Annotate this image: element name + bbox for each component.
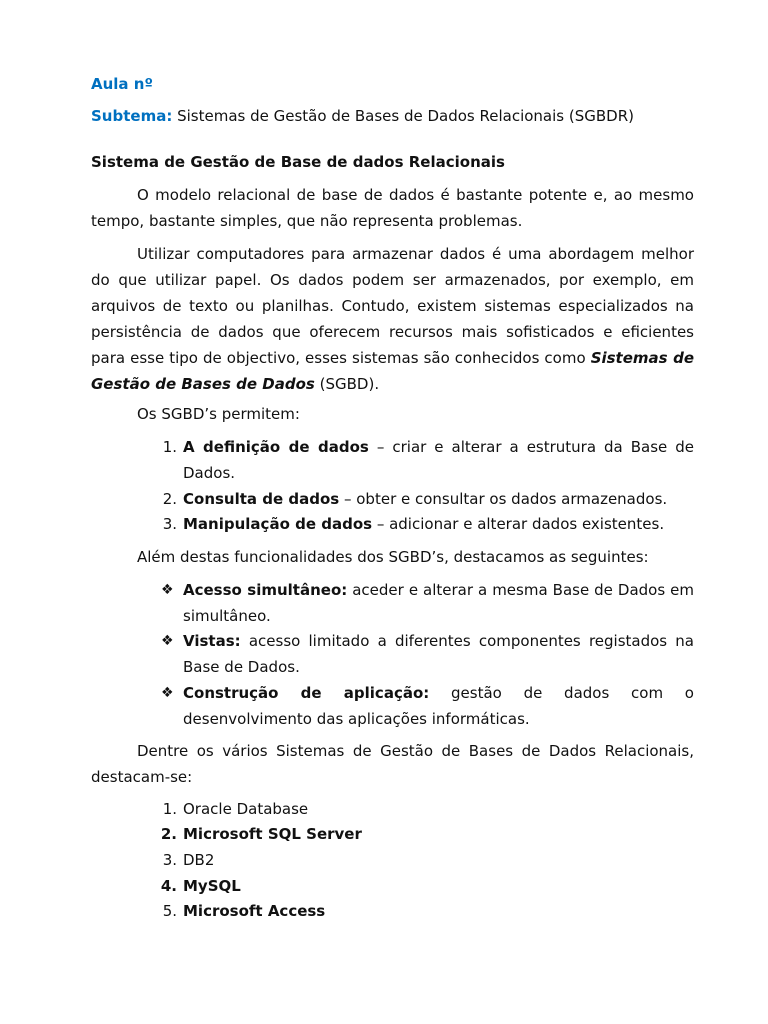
paragraph-2-prefix: conhecidos como <box>454 349 591 367</box>
bullet-item-term: Vistas: <box>183 632 241 650</box>
bullet-item <box>91 628 694 680</box>
lesson-number-label: Aula nº <box>91 75 153 93</box>
bullet-item-text: acesso limitado a diferentes componentes registados na Base de Dados. <box>183 632 694 676</box>
list-item-term: Manipulação de dados <box>183 515 373 533</box>
list-item <box>91 434 694 486</box>
paragraph-1-line-2: tempo, bastante simples, que não representa problemas. <box>91 212 523 230</box>
list-number: 2. <box>162 490 177 508</box>
bullet-item <box>91 577 694 629</box>
subtopic-line <box>91 103 694 129</box>
bullet-item-term: Construção de aplicação: <box>183 684 430 702</box>
paragraph-5: Dentre os vários Sistemas de Gestão de Bases de Dados Relacionais, destacam-se: <box>91 742 694 786</box>
list-item-text: Microsoft Access <box>183 902 326 920</box>
paragraph-4: Além destas funcionalidades dos SGBD’s, destacamos as seguintes: <box>137 548 649 566</box>
list-item <box>91 873 694 899</box>
subtopic-label: Subtema: <box>91 107 173 125</box>
bullet-item <box>91 680 694 732</box>
diamond-bullet-icon: ❖ <box>161 685 174 701</box>
list-number: 2. <box>160 825 177 843</box>
list-number: 3. <box>162 515 177 533</box>
list-item-text: DB2 <box>183 851 215 869</box>
paragraph-2-suffix: (SGBD). <box>314 375 380 393</box>
list-item <box>91 486 694 512</box>
list-number: 3. <box>162 851 177 869</box>
paragraph-3: Os SGBD’s permitem: <box>137 405 300 423</box>
list-number: 4. <box>160 877 177 895</box>
diamond-bullet-icon: ❖ <box>161 582 174 598</box>
list-item-text: – adicionar e alterar dados existentes. <box>372 515 665 533</box>
list-number: 1. <box>162 438 177 456</box>
list-item <box>91 796 694 822</box>
list-item-text: Oracle Database <box>183 800 309 818</box>
bullet-item-term: Acesso simultâneo: <box>183 581 348 599</box>
list-item-text: – obter e consultar os dados armazenados. <box>339 490 668 508</box>
list-item-term: A definição de dados <box>183 438 369 456</box>
list-item-text: MySQL <box>183 877 241 895</box>
section-title: Sistema de Gestão de Base de dados Relacionais <box>91 153 505 171</box>
list-item-text: – criar e alterar a estrutura da Base de Dados. <box>183 438 695 482</box>
list-item <box>91 847 694 873</box>
paragraph-2-emphasis: Sistemas de Gestão de Bases de Dados <box>91 349 694 393</box>
list-item-text: Microsoft SQL Server <box>183 825 362 843</box>
bullet-item-text: aceder e alterar a mesma Base de Dados em simultâneo. <box>183 581 694 625</box>
bullet-item-text: gestão de dados com o desenvolvimento das aplicações informáticas. <box>183 684 694 728</box>
list-item-term: Consulta de dados <box>183 490 340 508</box>
paragraph-2-body: Utilizar computadores para armazenar dados é uma abordagem melhor do que utilizar papel. Os dados podem ser armazenados, por exemplo, em arquivos de texto ou planilhas. Contudo, existem sistemas especializados na persistência de dados que oferecem recursos mais sofisticados e eficientes para esse tipo de objectivo, esses sistemas são <box>91 245 694 367</box>
list-number: 1. <box>162 800 177 818</box>
paragraph-2 <box>91 241 694 397</box>
list-item <box>91 898 694 924</box>
diamond-bullet-icon: ❖ <box>161 633 174 649</box>
list-item <box>91 511 694 537</box>
list-item <box>91 821 694 847</box>
subtopic-text: Sistemas de Gestão de Bases de Dados Relacionais (SGBDR) <box>177 107 634 125</box>
list-number: 5. <box>162 902 177 920</box>
paragraph-1-line-1: O modelo relacional de base de dados é bastante potente e, ao mesmo <box>137 186 694 204</box>
